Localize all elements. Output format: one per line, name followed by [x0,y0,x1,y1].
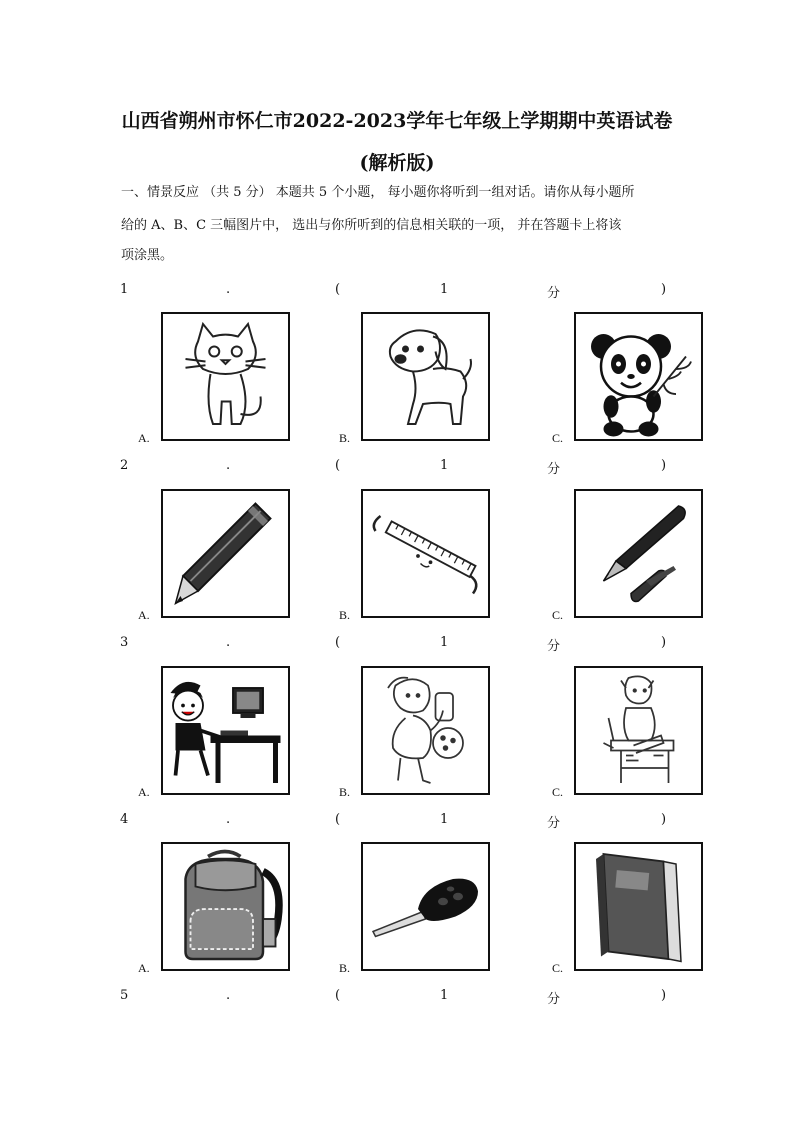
pen-icon [576,491,701,616]
right-paren: ) [661,988,667,1003]
option-3a-image[interactable] [161,666,290,795]
option-4a-image[interactable] [161,842,290,971]
question-1-header [0,282,794,300]
question-points: 1 [440,635,449,650]
question-dot: . [226,988,231,1003]
option-label: C. [552,961,564,975]
cat-icon [163,314,288,439]
pencil-icon [163,491,288,616]
question-points: 1 [440,812,449,827]
question-dot: . [226,458,231,473]
points-unit: 分 [547,816,561,831]
points-unit: 分 [547,992,561,1007]
question-dot: . [226,812,231,827]
question-number: 2 [120,458,129,473]
option-label: A. [138,961,150,975]
option-label: B. [339,431,351,445]
option-label: C. [552,431,564,445]
right-paren: ) [661,282,667,297]
phone-call-icon [363,668,488,793]
left-paren: ( [335,635,341,650]
option-1b-image[interactable] [361,312,490,441]
points-unit: 分 [547,286,561,301]
option-label: C. [552,785,564,799]
page-title: 山西省朔州市怀仁市2022-2023学年七年级上学期期中英语试卷 [121,110,673,132]
question-number: 4 [120,812,129,827]
question-dot: . [226,282,231,297]
question-number: 1 [120,282,129,297]
question-points: 1 [440,458,449,473]
panda-icon [576,314,701,439]
right-paren: ) [661,635,667,650]
question-points: 1 [440,988,449,1003]
question-2-header [0,458,794,476]
option-2b-image[interactable] [361,489,490,618]
car-key-icon [363,844,488,969]
option-label: A. [138,608,150,622]
option-1c-image[interactable] [574,312,703,441]
left-paren: ( [335,988,341,1003]
instruction-line: 一、情景反应 （共 5 分） 本题共 5 个小题， 每小题你将听到一组对话。请你从每小题所 [121,185,635,200]
backpack-icon [163,844,288,969]
option-3c-image[interactable] [574,666,703,795]
option-label: B. [339,608,351,622]
question-4-header [0,812,794,830]
right-paren: ) [661,458,667,473]
ruler-icon [363,491,488,616]
question-number: 3 [120,635,129,650]
book-icon [576,844,701,969]
right-paren: ) [661,812,667,827]
page-subtitle: (解析版) [359,152,435,174]
question-dot: . [226,635,231,650]
homework-icon [576,668,701,793]
option-label: C. [552,608,564,622]
option-2a-image[interactable] [161,489,290,618]
option-3b-image[interactable] [361,666,490,795]
question-points: 1 [440,282,449,297]
computer-user-icon [163,668,288,793]
option-4c-image[interactable] [574,842,703,971]
question-5-header [0,988,794,1006]
points-unit: 分 [547,462,561,477]
dog-icon [363,314,488,439]
option-label: B. [339,961,351,975]
option-label: B. [339,785,351,799]
question-number: 5 [120,988,129,1003]
option-label: A. [138,431,150,445]
option-4b-image[interactable] [361,842,490,971]
left-paren: ( [335,458,341,473]
question-3-header [0,635,794,653]
left-paren: ( [335,812,341,827]
points-unit: 分 [547,639,561,654]
instruction-line: 给的 A、B、C 三幅图片中， 选出与你所听到的信息相关联的一项， 并在答题卡上将该 [121,218,622,233]
instruction-line: 项涂黑。 [121,248,174,263]
option-2c-image[interactable] [574,489,703,618]
option-1a-image[interactable] [161,312,290,441]
option-label: A. [138,785,150,799]
left-paren: ( [335,282,341,297]
